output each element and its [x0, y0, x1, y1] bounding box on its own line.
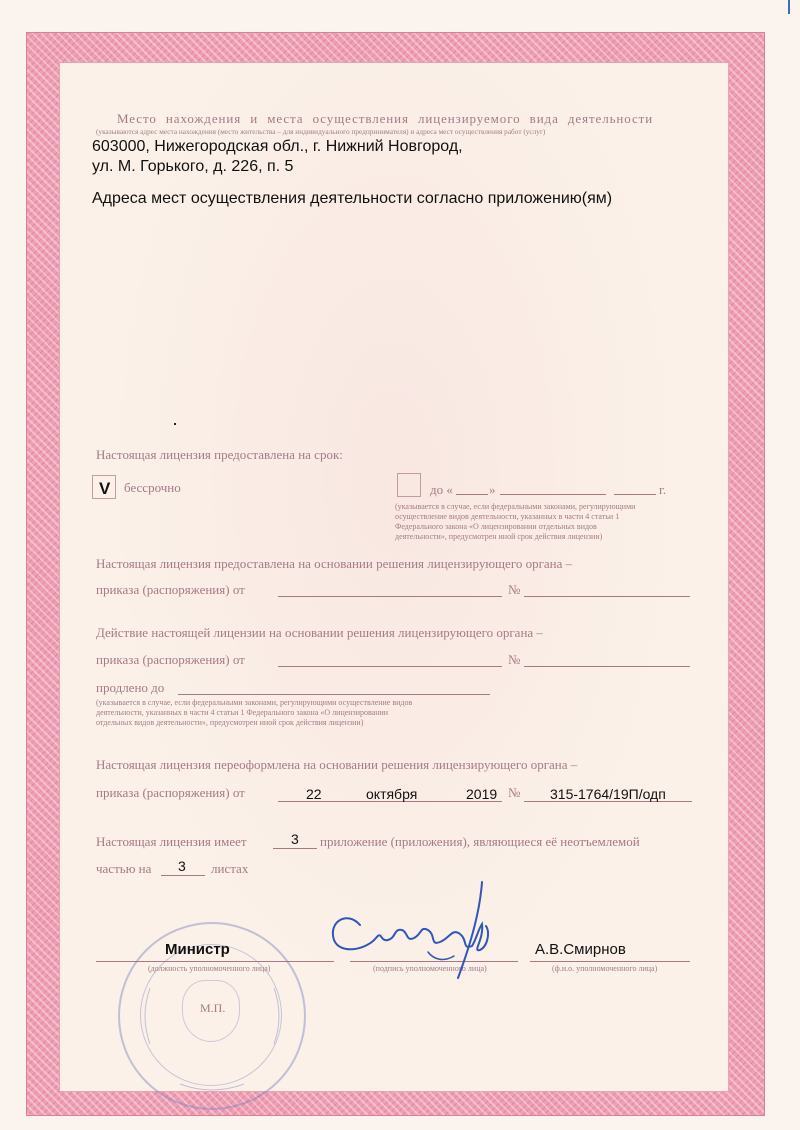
appendix-prefix: Настоящая лицензия имеет: [96, 834, 247, 849]
until-note-1: (указывается в случае, если федеральными законами, регулирующими: [395, 502, 636, 511]
location-heading: Место нахождения и места осуществления лицензируемого вида деятельности: [117, 111, 654, 126]
extended-until-label: продлено до: [96, 680, 165, 695]
appendix-count: 3: [291, 831, 299, 847]
extension-number-line: [524, 666, 690, 667]
signer-name: А.В.Смирнов: [535, 941, 626, 958]
seal-place-label: М.П.: [200, 1001, 226, 1015]
appendix-suffix: приложение (приложения), являющиеся её неотъемлемой: [320, 834, 640, 849]
addresses-reference: Адреса мест осуществления деятельности согласно приложению(ям): [92, 190, 613, 207]
basis-line-1: Настоящая лицензия предоставлена на основании решения лицензирующего органа –: [96, 556, 573, 571]
signer-position: Министр: [165, 941, 230, 958]
speck: [174, 423, 176, 425]
reissue-number-sign: №: [508, 785, 521, 800]
reissue-line-2: приказа (распоряжения) от: [96, 785, 245, 800]
appendix-count-line: [273, 848, 317, 849]
extended-until-line: [178, 694, 490, 695]
extension-date-line: [278, 666, 502, 667]
extension-number-sign: №: [508, 652, 521, 667]
scan-edge-mark: [788, 0, 790, 14]
appendix-part-suffix: листах: [211, 861, 249, 876]
name-caption: (ф.и.о. уполномоченного лица): [552, 964, 658, 973]
address-line-1: 603000, Нижегородская обл., г. Нижний Новгород,: [92, 138, 463, 155]
extension-note-3: отдельных видов деятельности», предусмотрен иной срок действия лицензии): [96, 718, 364, 727]
extension-line-2: приказа (распоряжения) от: [96, 652, 245, 667]
basis-date-line: [278, 596, 502, 597]
reissue-line-1: Настоящая лицензия переоформлена на основании решения лицензирующего органа –: [96, 757, 578, 772]
reissue-year: 2019: [466, 786, 498, 802]
signature-caption: (подпись уполномоченного лица): [373, 964, 487, 973]
until-note-2: осуществление видов деятельности, указанных в части 4 статьи 1: [395, 512, 620, 521]
until-prefix: до «: [430, 482, 453, 497]
appendix-part-prefix: частью на: [96, 861, 152, 876]
until-quote-close: »: [489, 482, 496, 497]
location-note: (указываются адрес места нахождения (место жительства – для индивидуального предпринимателя) и адреса мест осуществления работ (услуг): [96, 127, 546, 136]
basis-line-2: приказа (распоряжения) от: [96, 582, 245, 597]
until-month-line: [500, 494, 606, 495]
term-label: Настоящая лицензия предоставлена на срок:: [96, 447, 343, 462]
sheets-count: 3: [178, 858, 186, 874]
handwritten-signature: [322, 880, 522, 990]
position-line: [96, 961, 334, 962]
reissue-number: 315-1764/19П/одп: [550, 786, 666, 802]
until-day-line: [456, 494, 488, 495]
basis-number-line: [524, 596, 690, 597]
until-year-line: [614, 494, 656, 495]
extension-note-2: деятельности, указанных в части 4 статьи 1 Федерального закона «О лицензировании: [96, 708, 389, 717]
position-caption: (должность уполномоченного лица): [148, 964, 271, 973]
extension-line-1: Действие настоящей лицензии на основании решения лицензирующего органа –: [96, 625, 543, 640]
reissue-day: 22: [306, 786, 322, 802]
until-note-4: деятельности», предусмотрен иной срок действия лицензии): [395, 532, 603, 541]
until-year-suffix: г.: [659, 482, 667, 497]
until-note-3: Федерального закона «О лицензировании отдельных видов: [395, 522, 597, 531]
sheets-line: [161, 875, 205, 876]
indefinite-check-mark: V: [99, 479, 111, 498]
extension-note-1: (указывается в случае, если федеральными законами, регулирующими осуществление видов: [96, 698, 413, 707]
basis-number-sign: №: [508, 582, 521, 597]
reissue-month: октября: [366, 786, 418, 802]
until-checkbox: [397, 473, 421, 497]
address-line-2: ул. М. Горького, д. 226, п. 5: [92, 158, 294, 175]
name-line: [530, 961, 690, 962]
indefinite-label: бессрочно: [124, 480, 181, 495]
